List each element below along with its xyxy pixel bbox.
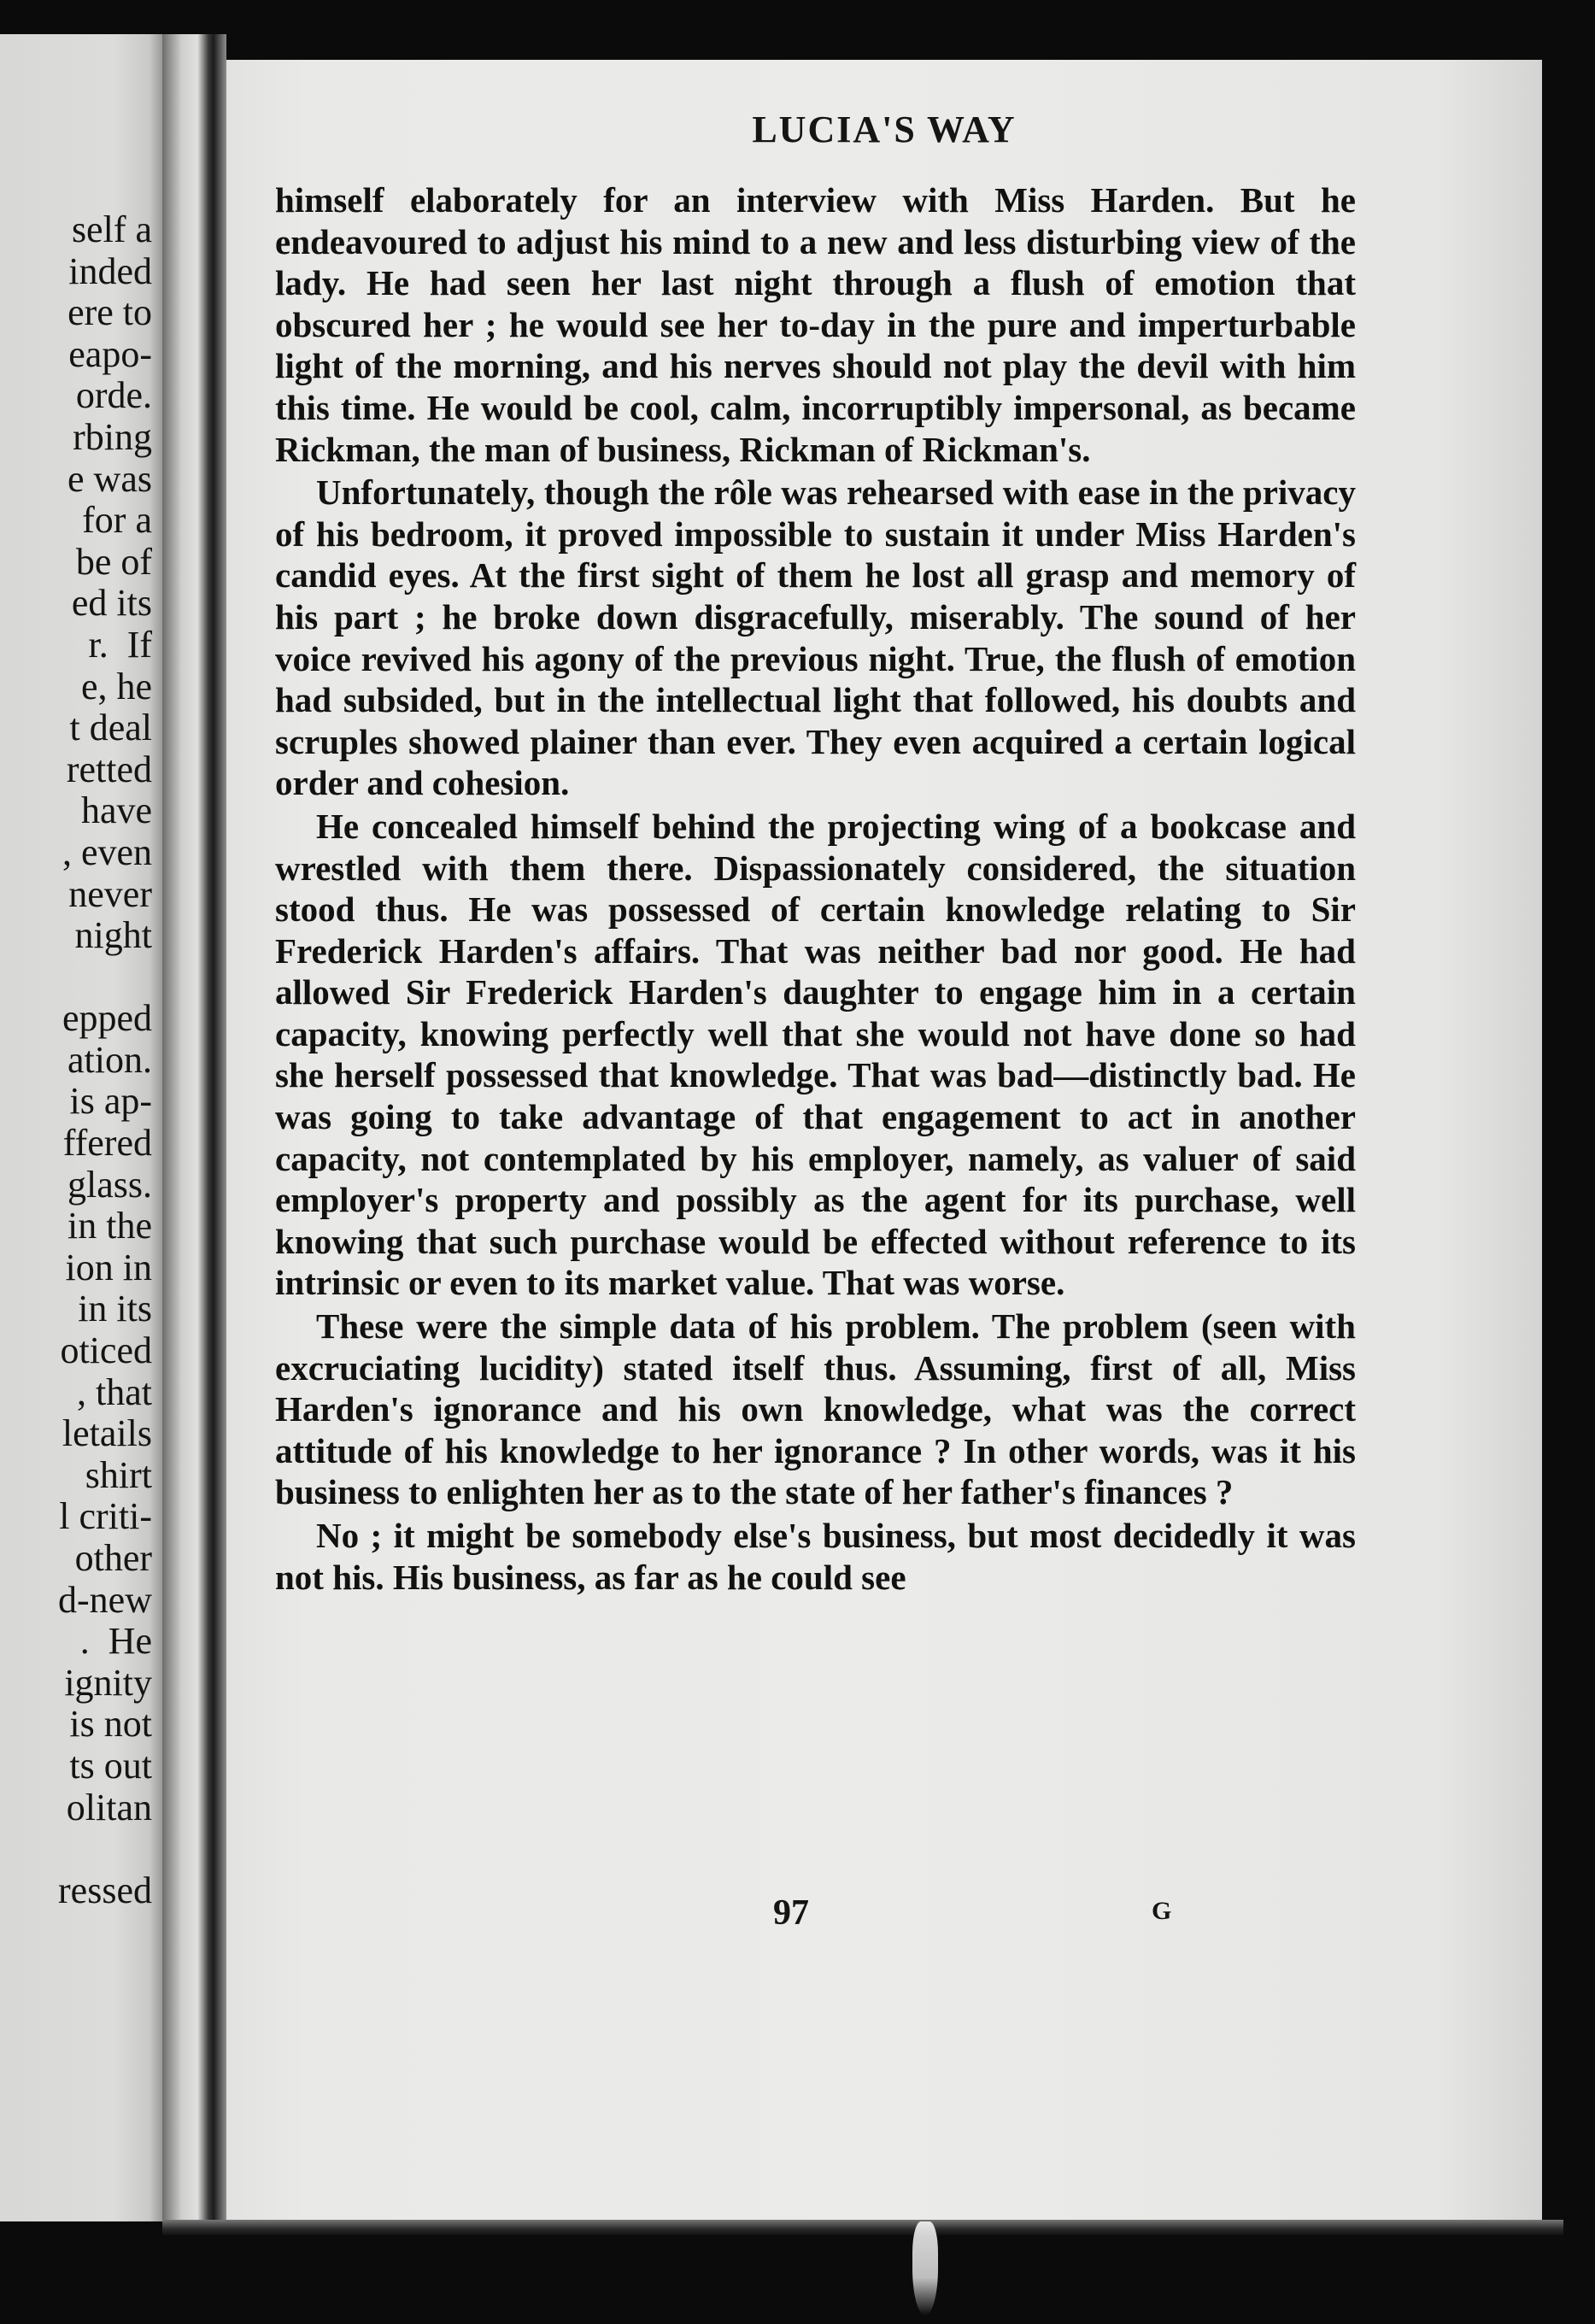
previous-page-line: . He (79, 1620, 152, 1663)
previous-page-line (58, 957, 152, 999)
paragraph: He concealed himself behind the projecting wing of a bookcase and wrestled with them there. Dispassionately considered, the situation stood thus. He was possessed of certain knowledge relating to Sir Frederick Harden's affairs. That was neither bad nor good. He had allowed Sir Frederick Harden's daughter to engage him in a certain capacity, knowing perfectly well that she would not have done so had she herself possessed that knowledge. That was bad—distinctly bad. He was going to take advantage of that engagement to act in another capacity, not contemplated by his employer, namely, as valuer of said employer's property and possibly as the agent for its purchase, well knowing that such purchase would be effected without reference to its intrinsic or even to its market value. That was worse. (275, 806, 1356, 1303)
previous-page-line: t deal (69, 707, 152, 749)
previous-page-text (58, 209, 152, 1911)
previous-page-line: d-new (58, 1578, 152, 1621)
paragraph: Unfortunately, though the rôle was rehearsed with ease in the privacy of his bedroom, it proved impossible to sustain it under Miss Harden's candid eyes. At the first sight of them he lost all grasp and memory of his part ; he broke down disgracefully, miserably. The sound of her voice revived his agony of the previous night. True, the flush of emotion had subsided, but in the intellectual light that followed, his doubts and scruples showed plainer than ever. They even acquired a certain logical order and cohesion. (275, 472, 1356, 803)
previous-page-line: inded (68, 249, 152, 292)
previous-page-line: ere to (67, 291, 152, 334)
previous-page-line: glass. (67, 1163, 152, 1206)
previous-page-line: eapo- (68, 332, 152, 375)
previous-page-line: l criti- (59, 1495, 152, 1538)
previous-page-line: ts out (69, 1744, 152, 1787)
previous-page-line: for a (82, 499, 152, 542)
previous-page-line: epped (62, 997, 152, 1040)
paragraph: himself elaborately for an interview with Miss Harden. But he endeavoured to adjust his mind to a new and less disturbing view of the lady. He had seen her last night through a flush of emotion that obscured her ; he would see her to-day in the pure and imperturbable light of the morning, and his nerves should not play the devil with him this time. He would be cool, calm, incorruptibly impersonal, as became Rickman, the man of business, Rickman of Rickman's. (275, 180, 1356, 469)
scan-artifact (912, 2221, 938, 2315)
previous-page-line: ignity (64, 1661, 152, 1704)
previous-page-line: ffered (62, 1122, 152, 1165)
book-page (226, 60, 1542, 2226)
previous-page-line: orde. (75, 374, 152, 417)
previous-page-line: have (80, 789, 152, 832)
previous-page-line: in the (67, 1205, 152, 1247)
body-text (275, 179, 1356, 1598)
paragraph: These were the simple data of his problem. The problem (seen with excruciating lucidity) stated itself thus. Assuming, first of all, Miss Harden's ignorance and his own knowledge, what was the correct attitude of his knowledge to her ignorance ? In other words, was it his business to enlighten her as to the state of her father's finances ? (275, 1306, 1356, 1512)
previous-page-edge (0, 34, 162, 2221)
previous-page-line: other (74, 1537, 152, 1579)
running-head: LUCIA'S WAY (752, 109, 1017, 150)
previous-page-line: e, he (80, 665, 152, 707)
previous-page-line: ressed (58, 1869, 152, 1911)
previous-page-line: oticed (60, 1329, 152, 1372)
previous-page-line: ion in (65, 1246, 152, 1288)
previous-page-line: shirt (85, 1453, 152, 1496)
previous-page-line: is ap- (69, 1080, 152, 1123)
previous-page-line (58, 1828, 152, 1870)
previous-page-line: , even (62, 830, 152, 873)
paragraph: No ; it might be somebody else's business, but most decidedly it was not his. His business, as far as he could see (275, 1516, 1356, 1597)
previous-page-line: e was (67, 457, 152, 500)
previous-page-line: is not (69, 1703, 152, 1746)
previous-page-line: be of (75, 540, 152, 583)
previous-page-line: r. If (88, 623, 152, 666)
previous-page-line: letails (62, 1412, 152, 1455)
previous-page-line: retted (66, 748, 152, 790)
previous-page-line: self a (71, 208, 152, 250)
previous-page-line: night (74, 914, 152, 957)
previous-page-line: rbing (73, 415, 152, 458)
previous-page-line: ation. (67, 1038, 152, 1081)
previous-page-line: never (68, 872, 152, 915)
previous-page-line: ed its (71, 582, 152, 625)
page-bottom-edge (162, 2220, 1563, 2235)
previous-page-line: olitan (66, 1786, 152, 1828)
previous-page-line: in its (78, 1288, 152, 1330)
signature-mark: G (1152, 1897, 1172, 1925)
page-number: 97 (773, 1893, 809, 1933)
previous-page-line: , that (77, 1370, 152, 1413)
book-gutter (162, 34, 226, 2221)
